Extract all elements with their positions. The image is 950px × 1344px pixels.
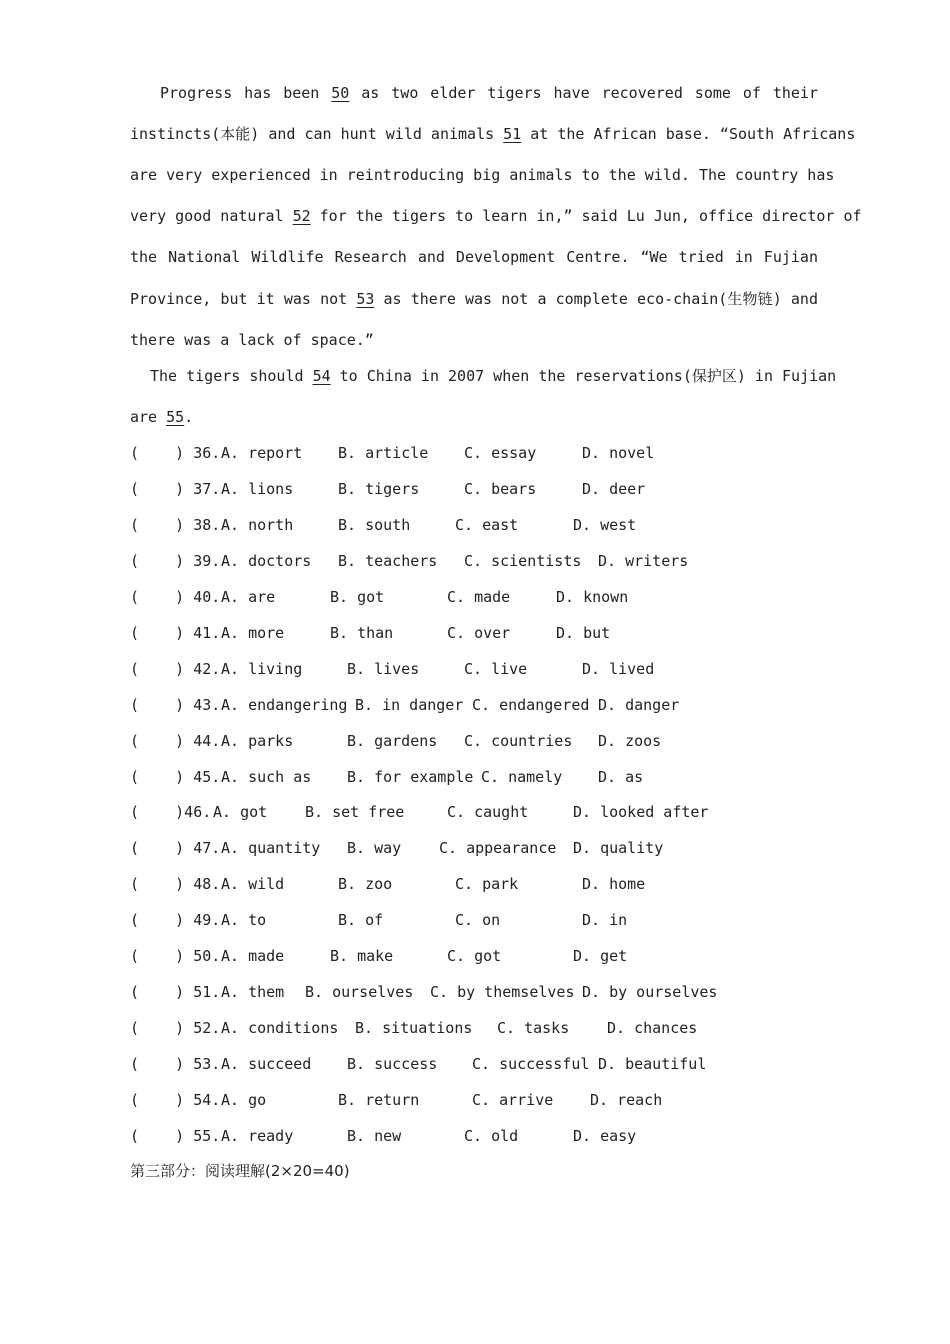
option-d: D. easy [573, 1127, 637, 1145]
option-b: B. in danger [355, 696, 464, 714]
question-row [130, 767, 830, 787]
passage-line: the National Wildlife Research and Development Centre. “We tried in Fujian [130, 248, 818, 266]
option-d: D. lived [582, 660, 655, 678]
option-b: B. new [347, 1127, 402, 1145]
option-c: C. endangered [472, 696, 590, 714]
option-d: D. chances [607, 1019, 698, 1037]
option-d: D. beautiful [598, 1055, 707, 1073]
option-d: D. by ourselves [582, 983, 718, 1001]
text-run: at the African base. “South Africans [521, 125, 856, 143]
option-b: B. situations [355, 1019, 473, 1037]
option-c: C. east [455, 516, 519, 534]
text-run: are [130, 408, 167, 426]
option-a: A. are [221, 588, 276, 606]
option-a: A. north [221, 516, 294, 534]
option-c: C. arrive [472, 1091, 554, 1109]
question-number: ( ) 51. [130, 983, 221, 1001]
blank-54: 54 [312, 367, 331, 385]
blank-53: 53 [356, 290, 375, 308]
option-d: D. home [582, 875, 646, 893]
question-number: ( ) 43. [130, 696, 221, 714]
text-run: very good natural [130, 207, 293, 225]
question-row [130, 1054, 830, 1074]
option-b: B. return [338, 1091, 420, 1109]
question-row [130, 695, 830, 715]
option-b: B. tigers [338, 480, 420, 498]
blank-55: 55 [166, 408, 185, 426]
question-number: ( ) 39. [130, 552, 221, 570]
option-b: B. teachers [338, 552, 438, 570]
question-number: ( ) 41. [130, 624, 221, 642]
option-a: A. quantity [221, 839, 321, 857]
question-number: ( ) 42. [130, 660, 221, 678]
option-a: A. parks [221, 732, 294, 750]
option-b: B. article [338, 444, 429, 462]
option-c: C. over [447, 624, 511, 642]
question-number: ( ) 48. [130, 875, 221, 893]
option-d: D. but [556, 624, 611, 642]
passage-line [130, 124, 856, 144]
question-row [130, 838, 830, 858]
question-row [130, 731, 830, 751]
text-run: as there was not a complete eco-chain(生物链) and [374, 290, 818, 308]
option-c: C. park [455, 875, 519, 893]
option-b: B. of [338, 911, 384, 929]
question-row [130, 874, 830, 894]
question-number: ( ) 45. [130, 768, 221, 786]
question-row [130, 946, 830, 966]
option-d: D. reach [590, 1091, 663, 1109]
option-c: C. tasks [497, 1019, 570, 1037]
question-number: ( ) 50. [130, 947, 221, 965]
option-b: B. set free [305, 803, 405, 821]
option-b: B. success [347, 1055, 438, 1073]
option-a: A. ready [221, 1127, 294, 1145]
option-a: A. more [221, 624, 285, 642]
text-run: The tigers should [150, 367, 313, 385]
option-a: A. report [221, 444, 303, 462]
option-b: B. ourselves [305, 983, 414, 1001]
option-c: C. namely [481, 768, 563, 786]
option-b: B. lives [347, 660, 420, 678]
question-number: ( ) 55. [130, 1127, 221, 1145]
text-run: . [184, 408, 194, 426]
question-number: ( ) 37. [130, 480, 221, 498]
question-number: ( ) 38. [130, 516, 221, 534]
option-a: A. doctors [221, 552, 312, 570]
blank-52: 52 [292, 207, 311, 225]
section-heading: 第三部分：阅读理解(2×20=40) [130, 1162, 350, 1180]
option-c: C. caught [447, 803, 529, 821]
question-row [130, 1018, 830, 1038]
option-b: B. way [347, 839, 402, 857]
question-number: ( ) 47. [130, 839, 221, 857]
question-row [130, 802, 830, 822]
text-run: as two elder tigers have recovered some of their [349, 84, 818, 102]
blank-51: 51 [503, 125, 522, 143]
option-d: D. looked after [573, 803, 709, 821]
option-a: A. conditions [221, 1019, 339, 1037]
text-run: Progress has been [160, 84, 332, 102]
option-a: A. go [221, 1091, 267, 1109]
option-b: B. for example [347, 768, 474, 786]
option-c: C. scientists [464, 552, 582, 570]
option-a: A. succeed [221, 1055, 312, 1073]
option-c: C. by themselves [430, 983, 575, 1001]
option-d: D. get [573, 947, 628, 965]
question-row [130, 623, 830, 643]
passage-line: there was a lack of space.” [130, 331, 374, 349]
passage-line [130, 206, 862, 226]
option-c: C. successful [472, 1055, 590, 1073]
option-b: B. than [330, 624, 394, 642]
option-b: B. make [330, 947, 394, 965]
text-run: instincts(本能) and can hunt wild animals [130, 125, 504, 143]
option-b: B. gardens [347, 732, 438, 750]
option-b: B. got [330, 588, 385, 606]
option-c: C. countries [464, 732, 573, 750]
option-c: C. on [455, 911, 501, 929]
text-run: to China in 2007 when the reservations(保护区) in Fujian [330, 367, 837, 385]
option-a: A. to [221, 911, 267, 929]
question-row [130, 659, 830, 679]
question-number: ( ) 49. [130, 911, 221, 929]
question-number: ( ) 52. [130, 1019, 221, 1037]
question-row [130, 1126, 830, 1146]
question-row [130, 515, 830, 535]
option-c: C. got [447, 947, 502, 965]
option-d: D. west [573, 516, 637, 534]
question-row [130, 1090, 830, 1110]
option-a: A. wild [221, 875, 285, 893]
option-c: C. essay [464, 444, 537, 462]
question-row [130, 910, 830, 930]
option-c: C. appearance [439, 839, 557, 857]
option-c: C. live [464, 660, 528, 678]
option-a: A. lions [221, 480, 294, 498]
passage-line: are very experienced in reintroducing big animals to the wild. The country has [130, 166, 835, 184]
option-c: C. bears [464, 480, 537, 498]
option-d: D. novel [582, 444, 655, 462]
option-b: B. south [338, 516, 411, 534]
text-run: Province, but it was not [130, 290, 357, 308]
option-a: A. living [221, 660, 303, 678]
question-number: ( )46. [130, 803, 212, 821]
question-number: ( ) 44. [130, 732, 221, 750]
passage-line [130, 289, 818, 309]
option-d: D. zoos [598, 732, 662, 750]
blank-50: 50 [331, 84, 350, 102]
question-number: ( ) 53. [130, 1055, 221, 1073]
passage-line [150, 366, 837, 386]
question-number: ( ) 54. [130, 1091, 221, 1109]
option-d: D. quality [573, 839, 664, 857]
option-d: D. danger [598, 696, 680, 714]
passage-line [130, 407, 818, 427]
option-c: C. old [464, 1127, 519, 1145]
passage-line [160, 83, 818, 103]
question-row [130, 551, 830, 571]
option-a: A. made [221, 947, 285, 965]
option-c: C. made [447, 588, 511, 606]
option-d: D. deer [582, 480, 646, 498]
question-row [130, 479, 830, 499]
option-a: A. them [221, 983, 285, 1001]
option-d: D. as [598, 768, 644, 786]
question-row [130, 982, 830, 1002]
option-a: A. endangering [221, 696, 348, 714]
text-run: for the tigers to learn in,” said Lu Jun, office director of [310, 207, 862, 225]
option-d: D. known [556, 588, 629, 606]
question-row [130, 587, 830, 607]
option-d: D. writers [598, 552, 689, 570]
option-b: B. zoo [338, 875, 393, 893]
option-d: D. in [582, 911, 628, 929]
option-a: A. such as [221, 768, 312, 786]
question-number: ( ) 36. [130, 444, 221, 462]
option-a: A. got [213, 803, 268, 821]
question-number: ( ) 40. [130, 588, 221, 606]
question-row [130, 443, 830, 463]
